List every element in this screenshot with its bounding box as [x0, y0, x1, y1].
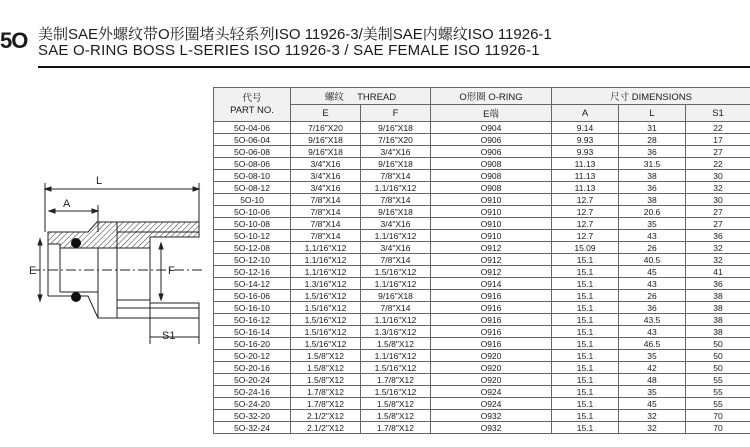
cell-dim-a: 12.7	[552, 194, 619, 206]
cell-part-no: 5O-24-16	[214, 386, 291, 398]
cell-part-no: 5O-32-20	[214, 410, 291, 422]
cell-dim-a: 9.14	[552, 122, 619, 134]
fitting-drawing	[0, 0, 212, 447]
cell-oring: O916	[431, 314, 552, 326]
cell-thread-f: 1.1/16"X12	[361, 182, 431, 194]
section-hatch	[48, 222, 199, 248]
cell-thread-f: 9/16"X18	[361, 206, 431, 218]
cell-dim-a: 15.1	[552, 326, 619, 338]
cell-dim-a: 15.1	[552, 386, 619, 398]
cell-part-no: 5O-06-08	[214, 146, 291, 158]
cell-part-no: 5O-20-16	[214, 362, 291, 374]
cell-thread-e: 1.1/16"X12	[291, 266, 361, 278]
cell-dim-a: 15.1	[552, 422, 619, 434]
cell-dim-s1: 70	[686, 422, 750, 434]
cell-part-no: 5O-16-14	[214, 326, 291, 338]
table-row	[214, 122, 750, 134]
cell-dim-s1: 27	[686, 206, 750, 218]
cell-dim-l: 48	[619, 374, 686, 386]
cell-oring: O920	[431, 362, 552, 374]
cell-dim-l: 45	[619, 398, 686, 410]
table-row	[214, 410, 750, 422]
cell-dim-l: 43	[619, 230, 686, 242]
cell-dim-l: 40.5	[619, 254, 686, 266]
table-row	[214, 254, 750, 266]
title-chinese: 美制SAE外螺纹带O形圈堵头轻系列ISO 11926-3/美制SAE内螺纹ISO 11926-1	[38, 26, 552, 43]
cell-dim-l: 32	[619, 410, 686, 422]
cell-oring: O924	[431, 386, 552, 398]
header-dimensions: 尺寸 DIMENSIONS	[552, 88, 750, 105]
cell-dim-a: 9.93	[552, 146, 619, 158]
cell-thread-e: 2.1/2"X12	[291, 410, 361, 422]
cell-dim-s1: 50	[686, 338, 750, 350]
cell-dim-a: 15.1	[552, 314, 619, 326]
cell-dim-l: 20.6	[619, 206, 686, 218]
table-row	[214, 218, 750, 230]
cell-thread-f: 3/4"X16	[361, 146, 431, 158]
table-row	[214, 338, 750, 350]
cell-dim-s1: 27	[686, 218, 750, 230]
cell-thread-e: 2.1/2"X12	[291, 422, 361, 434]
cell-thread-e: 3/4"X16	[291, 182, 361, 194]
cell-thread-f: 1.1/16"X12	[361, 278, 431, 290]
cell-part-no: 5O-08-10	[214, 170, 291, 182]
cell-part-no: 5O-14-12	[214, 278, 291, 290]
cell-oring: O908	[431, 170, 552, 182]
cell-dim-l: 36	[619, 302, 686, 314]
table-row	[214, 326, 750, 338]
cell-thread-f: 3/4"X16	[361, 242, 431, 254]
cell-thread-e: 7/8"X14	[291, 218, 361, 230]
cell-thread-e: 1.5/16"X12	[291, 302, 361, 314]
header-col-e: E	[291, 105, 361, 122]
table-row	[214, 422, 750, 434]
label-F: F	[168, 265, 175, 277]
cell-oring: O912	[431, 266, 552, 278]
cell-dim-s1: 55	[686, 374, 750, 386]
cell-oring: O904	[431, 122, 552, 134]
cell-thread-f: 3/4"X16	[361, 218, 431, 230]
cell-dim-l: 42	[619, 362, 686, 374]
cell-oring: O916	[431, 290, 552, 302]
cell-dim-l: 43.5	[619, 314, 686, 326]
cell-dim-a: 15.09	[552, 242, 619, 254]
cell-oring: O908	[431, 182, 552, 194]
cell-dim-a: 15.1	[552, 266, 619, 278]
cell-dim-s1: 38	[686, 314, 750, 326]
cell-dim-s1: 32	[686, 254, 750, 266]
table-row	[214, 350, 750, 362]
o-ring-bottom	[71, 292, 81, 302]
cell-dim-l: 31	[619, 122, 686, 134]
cell-part-no: 5O-10	[214, 194, 291, 206]
cell-oring: O906	[431, 134, 552, 146]
cell-thread-e: 9/16"X18	[291, 146, 361, 158]
cell-thread-f: 7/8"X14	[361, 302, 431, 314]
cell-dim-l: 38	[619, 170, 686, 182]
cell-thread-f: 1.5/8"X12	[361, 410, 431, 422]
cell-thread-e: 1.7/8"X12	[291, 398, 361, 410]
cell-dim-l: 46.5	[619, 338, 686, 350]
cell-dim-s1: 32	[686, 182, 750, 194]
cell-part-no: 5O-20-24	[214, 374, 291, 386]
cell-dim-l: 35	[619, 218, 686, 230]
cell-dim-a: 15.1	[552, 374, 619, 386]
header-col-a: A	[552, 105, 619, 122]
cell-part-no: 5O-04-06	[214, 122, 291, 134]
cell-thread-e: 1.1/16"X12	[291, 254, 361, 266]
cell-part-no: 5O-12-08	[214, 242, 291, 254]
cell-oring: O906	[431, 146, 552, 158]
cell-oring: O910	[431, 230, 552, 242]
cell-thread-f: 1.5/16"X12	[361, 386, 431, 398]
cell-dim-s1: 30	[686, 170, 750, 182]
cell-dim-a: 12.7	[552, 218, 619, 230]
cell-dim-s1: 38	[686, 326, 750, 338]
cell-dim-s1: 22	[686, 158, 750, 170]
cell-dim-s1: 27	[686, 146, 750, 158]
cell-oring: O920	[431, 350, 552, 362]
cell-thread-e: 1.5/16"X12	[291, 326, 361, 338]
cell-part-no: 5O-16-06	[214, 290, 291, 302]
cell-thread-e: 1.7/8"X12	[291, 386, 361, 398]
cell-dim-a: 15.1	[552, 290, 619, 302]
table-row	[214, 170, 750, 182]
table-body	[214, 122, 750, 434]
cell-part-no: 5O-16-12	[214, 314, 291, 326]
cell-thread-f: 7/8"X14	[361, 254, 431, 266]
cell-dim-s1: 41	[686, 266, 750, 278]
cell-thread-e: 3/4"X16	[291, 170, 361, 182]
cell-thread-f: 1.5/16"X12	[361, 266, 431, 278]
cell-dim-l: 36	[619, 182, 686, 194]
cell-dim-l: 43	[619, 278, 686, 290]
cell-thread-f: 9/16"X18	[361, 158, 431, 170]
cell-oring: O916	[431, 302, 552, 314]
cell-oring: O924	[431, 398, 552, 410]
cell-dim-a: 12.7	[552, 206, 619, 218]
cell-dim-a: 11.13	[552, 158, 619, 170]
title-english: SAE O-RING BOSS L-SERIES ISO 11926-3 / SAE FEMALE ISO 11926-1	[38, 42, 540, 59]
cell-thread-f: 1.5/8"X12	[361, 338, 431, 350]
header-thread: 螺纹 THREAD	[291, 88, 431, 105]
table-row	[214, 266, 750, 278]
cell-dim-s1: 17	[686, 134, 750, 146]
cell-dim-a: 15.1	[552, 398, 619, 410]
cell-part-no: 5O-08-12	[214, 182, 291, 194]
o-ring-top	[71, 238, 81, 248]
cell-dim-a: 12.7	[552, 230, 619, 242]
header-col-l: L	[619, 105, 686, 122]
table-row	[214, 362, 750, 374]
spec-table	[213, 87, 750, 434]
cell-dim-a: 15.1	[552, 278, 619, 290]
header-part-no: 代号 PART NO.	[214, 88, 291, 122]
cell-oring: O914	[431, 278, 552, 290]
cell-dim-l: 36	[619, 146, 686, 158]
cell-thread-f: 7/8"X14	[361, 170, 431, 182]
cell-dim-l: 43	[619, 326, 686, 338]
cell-part-no: 5O-20-12	[214, 350, 291, 362]
table-row	[214, 374, 750, 386]
cell-oring: O912	[431, 254, 552, 266]
cell-thread-f: 7/16"X20	[361, 134, 431, 146]
cell-thread-f: 1.1/16"X12	[361, 314, 431, 326]
cell-thread-f: 1.7/8"X12	[361, 422, 431, 434]
cell-oring: O910	[431, 218, 552, 230]
cell-thread-f: 9/16"X18	[361, 122, 431, 134]
cell-dim-s1: 70	[686, 410, 750, 422]
cell-thread-e: 7/8"X14	[291, 206, 361, 218]
cell-part-no: 5O-10-12	[214, 230, 291, 242]
cell-part-no: 5O-16-20	[214, 338, 291, 350]
cell-dim-s1: 38	[686, 290, 750, 302]
table-row	[214, 398, 750, 410]
cell-thread-f: 9/16"X18	[361, 290, 431, 302]
table-row	[214, 194, 750, 206]
label-E: E	[29, 265, 37, 277]
table-row	[214, 290, 750, 302]
series-code: 5O	[0, 28, 28, 53]
cell-dim-l: 45	[619, 266, 686, 278]
table-row	[214, 182, 750, 194]
cell-dim-a: 15.1	[552, 362, 619, 374]
cell-oring: O912	[431, 242, 552, 254]
header-oring: O形圈 O-RING	[431, 88, 552, 105]
cell-dim-s1: 36	[686, 230, 750, 242]
cell-dim-s1: 50	[686, 350, 750, 362]
table-row	[214, 302, 750, 314]
cell-dim-a: 11.13	[552, 170, 619, 182]
cell-dim-a: 11.13	[552, 182, 619, 194]
cell-thread-e: 7/8"X14	[291, 194, 361, 206]
cell-thread-e: 7/8"X14	[291, 230, 361, 242]
cell-oring: O910	[431, 206, 552, 218]
table-row	[214, 242, 750, 254]
cell-thread-f: 1.3/16"X12	[361, 326, 431, 338]
cell-dim-l: 32	[619, 422, 686, 434]
cell-part-no: 5O-32-24	[214, 422, 291, 434]
table-row	[214, 314, 750, 326]
header-col-e-end: E端	[431, 105, 552, 122]
cell-dim-a: 15.1	[552, 350, 619, 362]
cell-oring: O916	[431, 338, 552, 350]
cell-dim-l: 38	[619, 194, 686, 206]
table-row	[214, 134, 750, 146]
cell-dim-l: 26	[619, 290, 686, 302]
cell-part-no: 5O-06-04	[214, 134, 291, 146]
table-row	[214, 146, 750, 158]
cell-thread-f: 1.7/8"X12	[361, 374, 431, 386]
cell-dim-a: 15.1	[552, 254, 619, 266]
header-col-f: F	[361, 105, 431, 122]
label-s1: S1	[162, 330, 176, 342]
header-col-s1: S1	[686, 105, 750, 122]
cell-dim-s1: 30	[686, 194, 750, 206]
cell-thread-f: 7/8"X14	[361, 194, 431, 206]
cell-thread-e: 1.5/16"X12	[291, 314, 361, 326]
cell-oring: O920	[431, 374, 552, 386]
cell-dim-s1: 55	[686, 398, 750, 410]
cell-part-no: 5O-24-20	[214, 398, 291, 410]
table-row	[214, 230, 750, 242]
cell-dim-a: 9.93	[552, 134, 619, 146]
cell-dim-a: 15.1	[552, 410, 619, 422]
table-row	[214, 386, 750, 398]
cell-oring: O916	[431, 326, 552, 338]
cell-dim-s1: 38	[686, 302, 750, 314]
cell-dim-s1: 55	[686, 386, 750, 398]
cell-part-no: 5O-12-16	[214, 266, 291, 278]
cell-part-no: 5O-12-10	[214, 254, 291, 266]
cell-dim-s1: 22	[686, 122, 750, 134]
cell-part-no: 5O-10-08	[214, 218, 291, 230]
cell-dim-a: 15.1	[552, 338, 619, 350]
cell-thread-e: 9/16"X18	[291, 134, 361, 146]
cell-part-no: 5O-16-10	[214, 302, 291, 314]
table-row	[214, 206, 750, 218]
cell-thread-e: 1.5/16"X12	[291, 338, 361, 350]
cell-oring: O932	[431, 422, 552, 434]
cell-oring: O908	[431, 158, 552, 170]
cell-oring: O932	[431, 410, 552, 422]
cell-thread-e: 3/4"X16	[291, 158, 361, 170]
table-row	[214, 278, 750, 290]
cell-thread-f: 1.1/16"X12	[361, 350, 431, 362]
cell-dim-s1: 36	[686, 278, 750, 290]
cell-part-no: 5O-08-06	[214, 158, 291, 170]
cell-dim-a: 15.1	[552, 302, 619, 314]
label-L: L	[96, 175, 103, 187]
cell-dim-s1: 50	[686, 362, 750, 374]
cell-thread-f: 1.1/16"X12	[361, 230, 431, 242]
cell-thread-e: 7/16"X20	[291, 122, 361, 134]
cell-thread-e: 1.5/16"X12	[291, 290, 361, 302]
cell-thread-e: 1.3/16"X12	[291, 278, 361, 290]
cell-dim-l: 35	[619, 386, 686, 398]
cell-thread-f: 1.5/16"X12	[361, 362, 431, 374]
cell-thread-e: 1.5/8"X12	[291, 350, 361, 362]
table-row	[214, 158, 750, 170]
cell-dim-l: 31.5	[619, 158, 686, 170]
cell-dim-l: 35	[619, 350, 686, 362]
cell-oring: O910	[431, 194, 552, 206]
cell-part-no: 5O-10-06	[214, 206, 291, 218]
cell-dim-l: 26	[619, 242, 686, 254]
cell-thread-e: 1.1/16"X12	[291, 242, 361, 254]
cell-thread-e: 1.5/8"X12	[291, 362, 361, 374]
label-A: A	[63, 198, 71, 210]
cell-dim-s1: 32	[686, 242, 750, 254]
cell-dim-l: 28	[619, 134, 686, 146]
cell-thread-e: 1.5/8"X12	[291, 374, 361, 386]
cell-thread-f: 1.5/8"X12	[361, 398, 431, 410]
